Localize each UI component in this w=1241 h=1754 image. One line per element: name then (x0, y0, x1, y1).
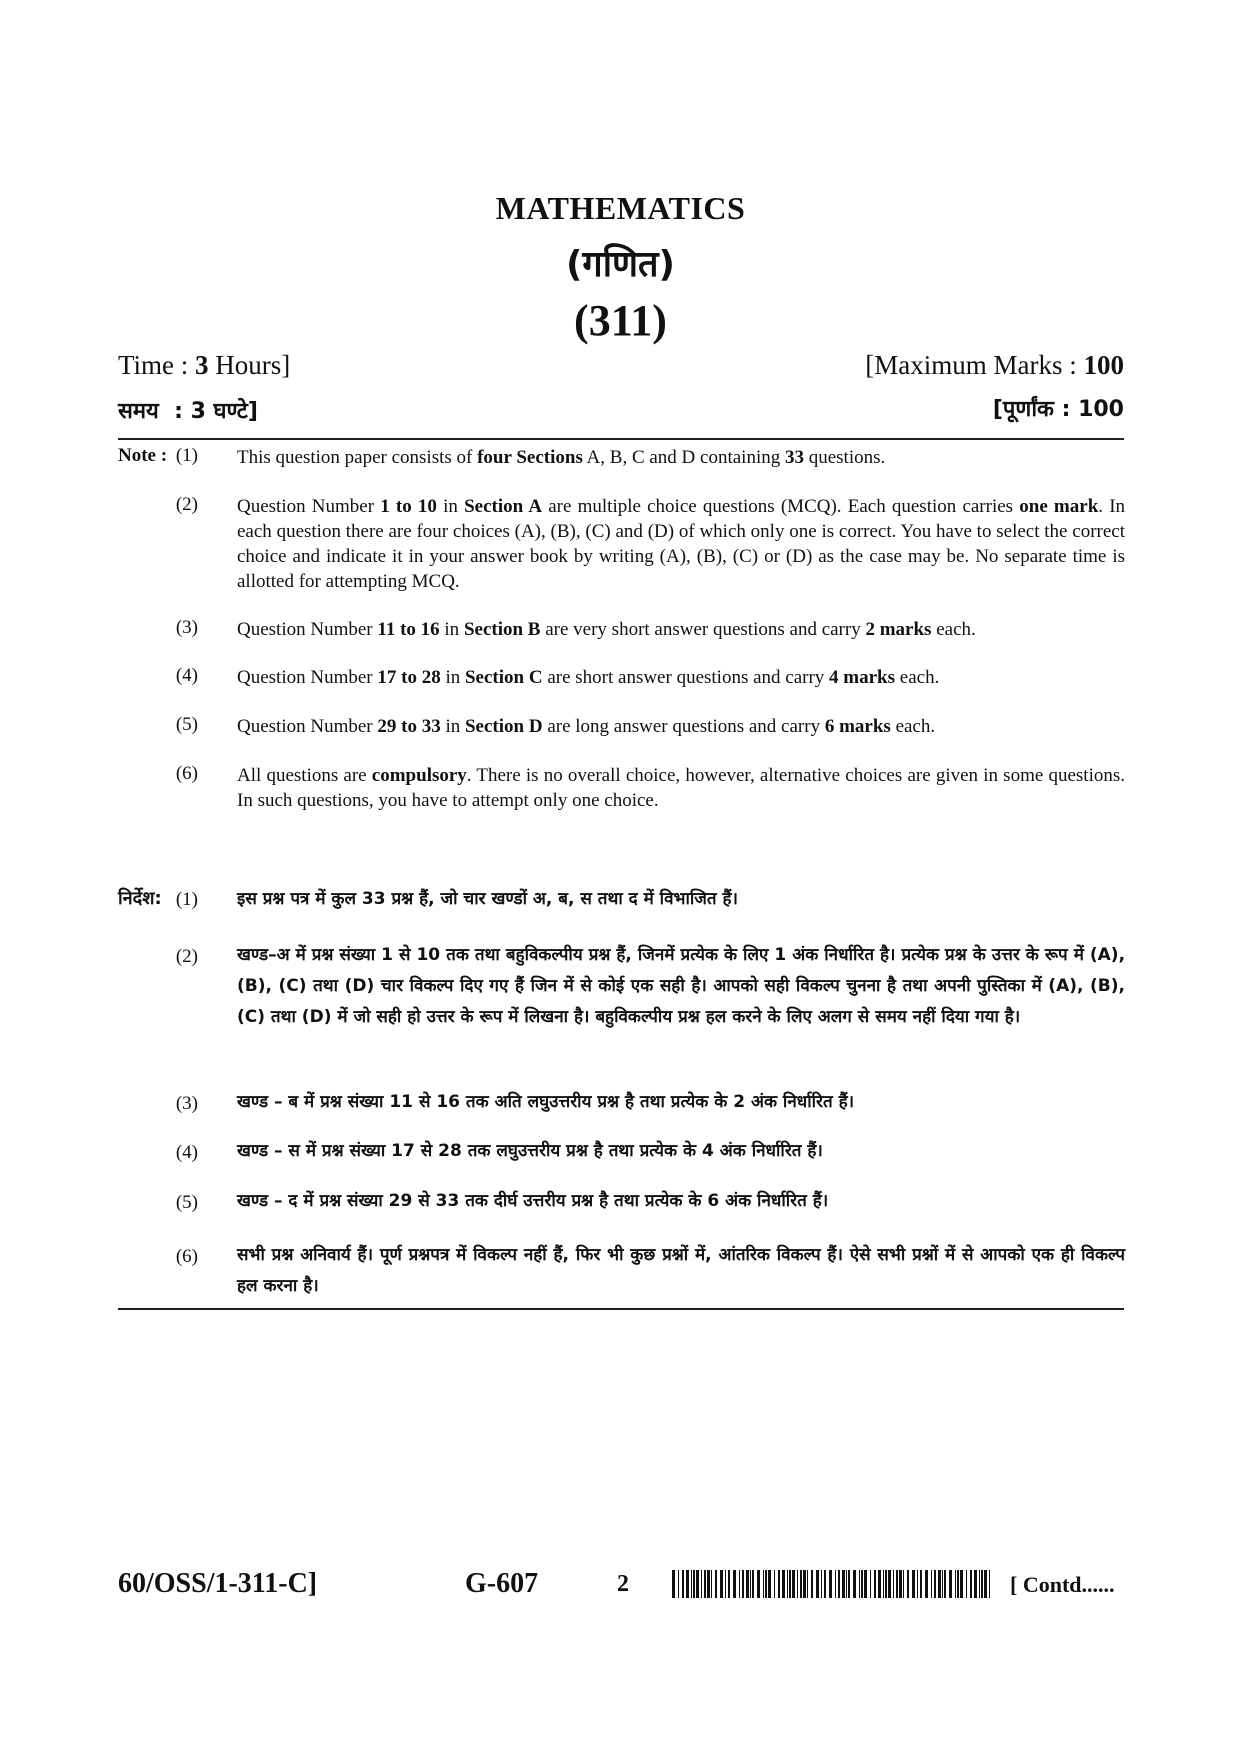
barcode-bar (966, 1570, 967, 1598)
marks-value: 100 (1083, 350, 1124, 380)
paper-code: 60/OSS/1-311-C] (118, 1568, 318, 1599)
barcode-bar (903, 1570, 904, 1598)
continued-label: [ Contd...... (1010, 1572, 1115, 1597)
note-en-num-4: (4) (175, 665, 198, 686)
barcode-bar (920, 1570, 922, 1598)
note-en-num-2: (2) (175, 494, 198, 515)
barcode-bar (800, 1570, 802, 1598)
barcode-bar (888, 1570, 891, 1598)
note-hi-num-3: (3) (175, 1093, 198, 1114)
barcode-bar (750, 1570, 751, 1598)
barcode-bar (974, 1570, 977, 1598)
barcode-bar (853, 1570, 856, 1598)
top-divider (118, 438, 1124, 440)
barcode-bar (874, 1570, 876, 1598)
barcode-bar (811, 1570, 813, 1598)
subject-title: MATHEMATICS (495, 190, 746, 226)
barcode-bar (746, 1570, 749, 1598)
barcode-bar (715, 1570, 717, 1598)
barcode-bar (970, 1570, 972, 1598)
marks-hindi (993, 393, 1124, 423)
time-unit: Hours] (215, 350, 291, 380)
barcode-bar (883, 1570, 884, 1598)
barcode-bar (870, 1570, 871, 1598)
note-en-item-4: Question Number 17 to 28 in Section C are short answer questions and carry 4 marks each. (237, 667, 940, 688)
note-en-item-6: All questions are compulsory. There is no overall choice, however, alternative choices are given in some questions. In such questions, you have to attempt only one choice. (237, 765, 1125, 811)
note-hi-item-4: खण्ड – स में प्रश्न संख्या 17 से 28 तक लघुउत्तरीय प्रश्न है तथा प्रत्येक के 4 अंक निर्धारित हैं। (237, 1141, 823, 1161)
note-hi-item-3: खण्ड – ब में प्रश्न संख्या 11 से 16 तक अति लघुउत्तरीय प्रश्न है तथा प्रत्येक के 2 अंक निर्धारित हैं। (237, 1092, 855, 1112)
barcode-bar (797, 1570, 798, 1598)
barcode-bar (765, 1570, 767, 1598)
barcode-bar (752, 1570, 754, 1598)
barcode-bar (864, 1570, 867, 1598)
barcode-bar (829, 1570, 832, 1598)
barcode-bar (896, 1570, 898, 1598)
note-en-num-1: (1) (175, 445, 198, 466)
barcode-bar (693, 1570, 695, 1598)
barcode-bar (893, 1570, 894, 1598)
barcode-bar (696, 1570, 699, 1598)
note-hi-num-5: (5) (175, 1192, 198, 1213)
barcode-bar (842, 1570, 845, 1598)
barcode-bar (981, 1570, 983, 1598)
barcode-bar (763, 1570, 764, 1598)
barcode-bar (885, 1570, 887, 1598)
note-en-item-5: Question Number 29 to 33 in Section D are long answer questions and carry 6 marks each. (237, 716, 936, 737)
marks-english (865, 350, 1124, 381)
barcode-bar (838, 1570, 840, 1598)
barcode-bar (824, 1570, 826, 1598)
barcode-bar (944, 1570, 946, 1598)
note-en-item-1: This question paper consists of four Sections A, B, C and D containing 33 questions. (237, 447, 886, 468)
barcode-bar (787, 1570, 788, 1598)
barcode-bar (912, 1570, 915, 1598)
barcode-bar (720, 1570, 723, 1598)
barcode-bar (846, 1570, 847, 1598)
barcode-bar (686, 1570, 689, 1598)
barcode-bar (803, 1570, 806, 1598)
barcode-bar (728, 1570, 730, 1598)
note-en-item-3: Question Number 11 to 16 in Section B are very short answer questions and carry 2 marks each. (237, 619, 976, 640)
barcode-icon (672, 1570, 992, 1598)
time-label: Time : (118, 350, 189, 380)
barcode-bar (925, 1570, 928, 1598)
barcode-bar (859, 1570, 860, 1598)
barcode-bar (725, 1570, 726, 1598)
barcode-bar (931, 1570, 932, 1598)
note-hi-item-6: सभी प्रश्न अनिवार्य हैं। पूर्ण प्रश्नपत्र में विकल्प नहीं हैं, फिर भी कुछ प्रश्नों में, आंतरिक विकल्प हैं। ऐसे सभी प्रश्नों में से आपको एक ही विकल्प हल करना है। (237, 1245, 1126, 1296)
subject-code: (311) (574, 296, 667, 345)
barcode-bar (789, 1570, 791, 1598)
barcode-bar (934, 1570, 936, 1598)
barcode-bar (989, 1570, 990, 1598)
barcode-bar (984, 1570, 987, 1598)
time-hindi (118, 395, 258, 425)
barcode-bar (955, 1570, 956, 1598)
barcode-bar (782, 1570, 785, 1598)
barcode-bar (711, 1570, 712, 1598)
barcode-bar (835, 1570, 836, 1598)
barcode-bar (707, 1570, 710, 1598)
barcode-bar (878, 1570, 881, 1598)
subject-title-hindi: (गणित) (565, 244, 676, 285)
barcode-bar (778, 1570, 780, 1598)
note-en-num-5: (5) (175, 714, 198, 735)
note-hi-item-2: खण्ड–अ में प्रश्न संख्या 1 से 10 तक तथा बहुविकल्पीय प्रश्न हैं, जिनमें प्रत्येक के लिए 1 अंक निर्धारित है। प्रत्येक प्रश्न के उत्तर के रूप में (A), (B), (C) तथा (D) चार विकल्प दिए गए हैं जिन में से कोई एक सही है। आपको सही विकल्प चुनना है तथा अपनी पुस्तिका में (A), (B), (C) तथा (D) में जो सही हो उत्तर के रूप में लिखना है। बहुविकल्पीय प्रश्न हल करने के लिए अलग से समय नहीं दिया गया है। (237, 945, 1126, 1027)
barcode-bar (899, 1570, 902, 1598)
time-hindi-value: : 3 घण्टे] (174, 399, 258, 424)
marks-hindi-label: [पूर्णांक (992, 397, 1054, 422)
barcode-bar (704, 1570, 706, 1598)
barcode-bar (672, 1570, 675, 1598)
note-en-num-6: (6) (175, 763, 198, 784)
barcode-bar (757, 1570, 760, 1598)
barcode-bar (733, 1570, 736, 1598)
note-hi-item-1: इस प्रश्न पत्र में कुल 33 प्रश्न हैं, जो चार खण्डों अ, ब, स तथा द में विभाजित हैं। (237, 889, 738, 909)
note-hi-num-2: (2) (175, 946, 198, 967)
barcode-bar (942, 1570, 943, 1598)
marks-hindi-value: : 100 (1061, 397, 1124, 422)
barcode-bar (821, 1570, 822, 1598)
time-english (118, 350, 290, 381)
bottom-divider (118, 1308, 1124, 1310)
barcode-bar (701, 1570, 702, 1598)
note-en-num-3: (3) (175, 617, 198, 638)
barcode-bar (960, 1570, 963, 1598)
barcode-bar (678, 1570, 679, 1598)
note-hindi-label: निर्देश: (118, 888, 162, 909)
note-en-item-2: Question Number 1 to 10 in Section A are multiple choice questions (MCQ). Each question carries one mark. In each question there are four choices (A), (B), (C) and (D) of which only one is correct. You have to select the correct choice and indicate it in your answer book by writing (A), (B), (C) or (D) as the case may be. No separate time is allotted for attempting MCQ. (237, 496, 1126, 592)
barcode-bar (682, 1570, 684, 1598)
barcode-bar (742, 1570, 744, 1598)
barcode-bar (917, 1570, 918, 1598)
barcode-bar (848, 1570, 850, 1598)
barcode-bar (907, 1570, 909, 1598)
barcode-bar (861, 1570, 863, 1598)
barcode-bar (768, 1570, 771, 1598)
barcode-bar (774, 1570, 775, 1598)
barcode-bar (807, 1570, 808, 1598)
barcode-bar (816, 1570, 819, 1598)
barcode-bar (792, 1570, 795, 1598)
note-hi-num-1: (1) (175, 889, 198, 910)
time-hindi-label: समय (118, 399, 159, 424)
note-hi-item-5: खण्ड – द में प्रश्न संख्या 29 से 33 तक दीर्घ उत्तरीय प्रश्न है तथा प्रत्येक के 6 अंक निर्धारित हैं। (237, 1191, 829, 1211)
barcode-bar (938, 1570, 941, 1598)
barcode-bar (949, 1570, 952, 1598)
marks-label: [Maximum Marks : (865, 350, 1077, 380)
set-code: G-607 (465, 1568, 539, 1599)
time-value: 3 (195, 350, 209, 380)
barcode-bar (957, 1570, 959, 1598)
barcode-bar (979, 1570, 980, 1598)
barcode-bar (691, 1570, 692, 1598)
note-hi-num-6: (6) (175, 1246, 198, 1267)
note-hi-num-4: (4) (175, 1142, 198, 1163)
barcode-bar (739, 1570, 740, 1598)
note-label: Note : (118, 445, 168, 466)
page-number: 2 (617, 1571, 629, 1597)
